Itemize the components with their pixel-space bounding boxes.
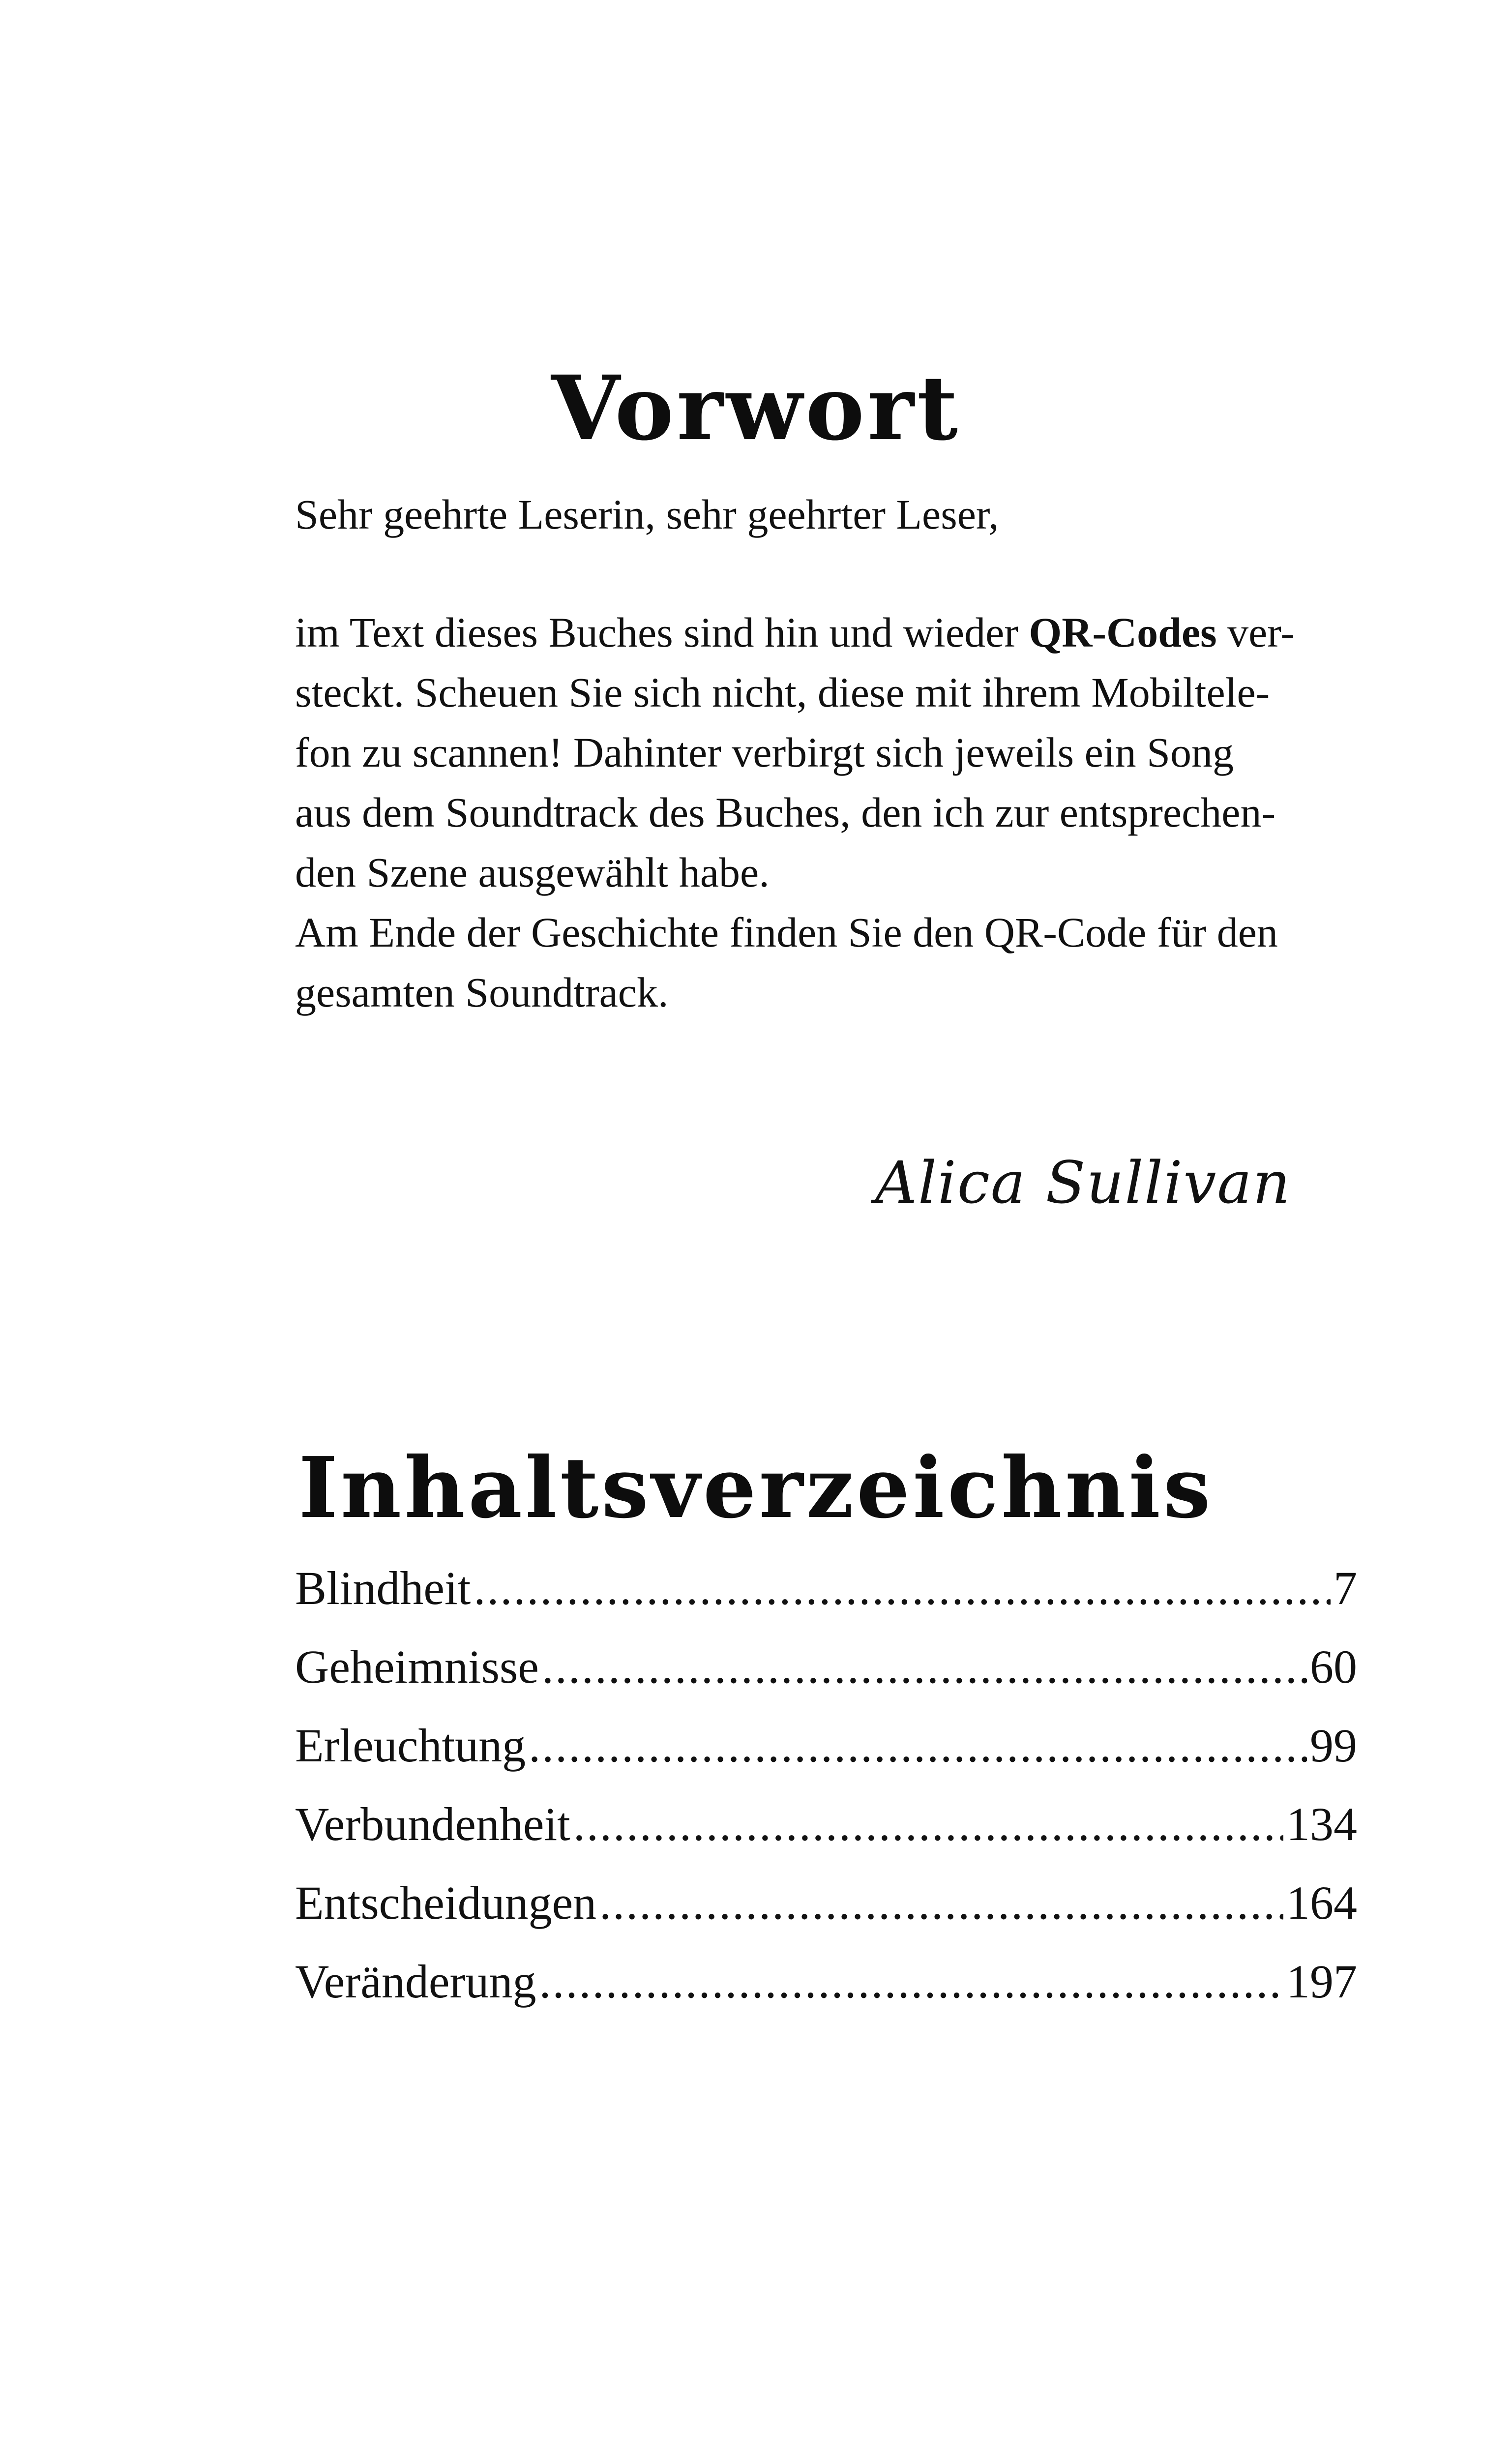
toc-entry-page: 7: [1334, 1562, 1357, 1614]
paragraph-line-5: den Szene ausgewählt habe.: [295, 849, 770, 896]
toc-dot-leader: [474, 1549, 1331, 1628]
closing-line-2: gesamten Soundtrack.: [295, 969, 669, 1016]
toc-entry-title: Blindheit: [295, 1562, 471, 1614]
closing-line-1: Am Ende der Geschichte finden Sie den QR-Code für den: [295, 909, 1278, 956]
foreword-paragraph: [295, 602, 1357, 1022]
qr-codes-bold: QR-Codes: [1029, 609, 1217, 656]
toc-dot-leader: [542, 1628, 1307, 1706]
greeting-line: Sehr geehrte Leserin, sehr geehrter Leser,: [295, 491, 999, 538]
toc-entry[interactable]: [295, 1628, 1357, 1706]
toc-dot-leader: [539, 1942, 1283, 2021]
toc-entry-title: Erleuchtung: [295, 1719, 526, 1772]
table-of-contents: [295, 1549, 1357, 2021]
toc-heading: Inhaltsverzeichnis: [298, 1439, 1214, 1538]
toc-entry-page: 60: [1310, 1640, 1357, 1693]
paragraph-line-3: fon zu scannen! Dahinter verbirgt sich jeweils ein Song: [295, 729, 1234, 776]
paragraph-line-2: steckt. Scheuen Sie sich nicht, diese mit ihrem Mobiltele-: [295, 669, 1270, 716]
toc-entry-page: 197: [1286, 1955, 1357, 2008]
toc-entry-title: Veränderung: [295, 1955, 536, 2008]
toc-entry[interactable]: [295, 1785, 1357, 1864]
vorwort-heading: Vorwort: [551, 356, 961, 460]
toc-entry-page: 134: [1286, 1798, 1357, 1850]
toc-dot-leader: [529, 1706, 1307, 1785]
line-1-text: im Text dieses Buches sind hin und wieder: [295, 609, 1018, 656]
toc-entry[interactable]: [295, 1864, 1357, 1942]
line-1-end: ver-: [1227, 609, 1295, 656]
toc-entry-page: 164: [1286, 1876, 1357, 1929]
toc-entry[interactable]: [295, 1549, 1357, 1628]
toc-entry[interactable]: [295, 1706, 1357, 1785]
author-signature: Alica Sullivan: [875, 1149, 1291, 1217]
toc-entry-title: Geheimnisse: [295, 1640, 539, 1693]
paragraph-line-4: aus dem Soundtrack des Buches, den ich zur entsprechen-: [295, 789, 1276, 836]
toc-entry[interactable]: [295, 1942, 1357, 2021]
toc-entry-title: Entscheidungen: [295, 1876, 597, 1929]
toc-dot-leader: [599, 1864, 1283, 1942]
toc-entry-page: 99: [1310, 1719, 1357, 1772]
toc-dot-leader: [573, 1785, 1283, 1864]
toc-entry-title: Verbundenheit: [295, 1798, 570, 1850]
paragraph-line-1: [295, 602, 1357, 662]
